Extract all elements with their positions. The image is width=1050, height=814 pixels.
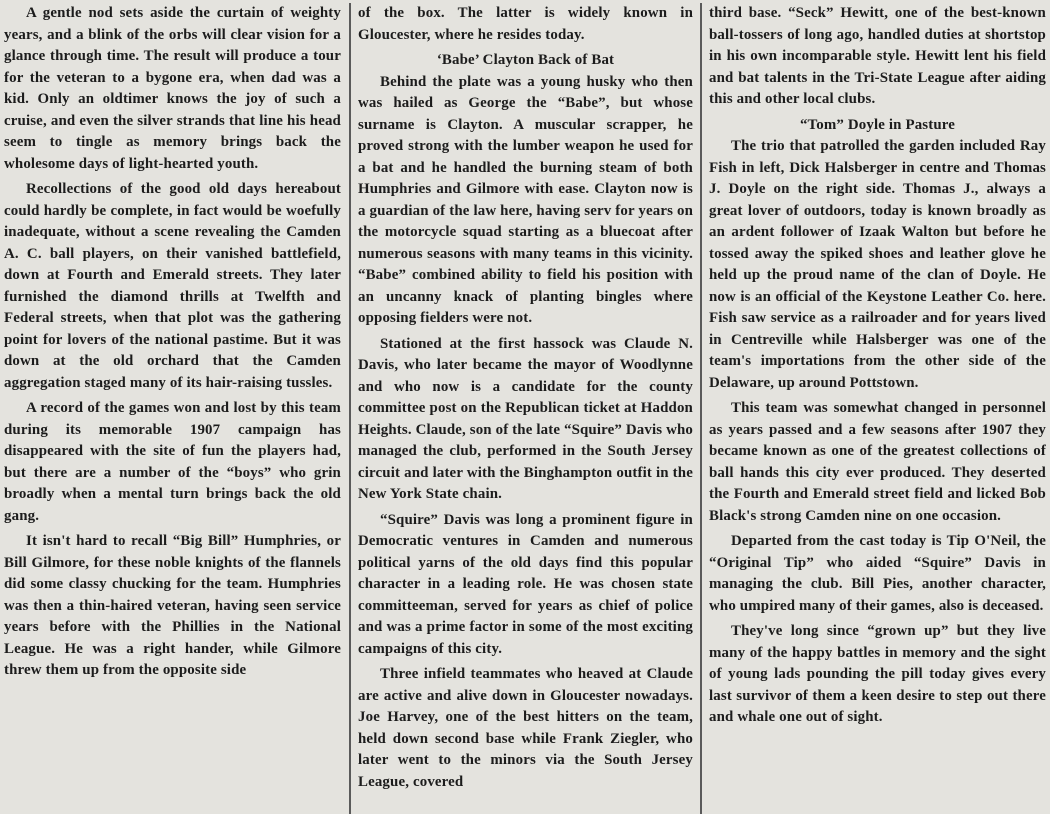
paragraph: Recollections of the good old days hereabout could hardly be complete, in fact would be woefully inadequate, without a scene revealing the Camden A. C. ball players, on their vanished battlefield, down at Fourth and Emerald streets. They later furnished the diamond thrills at Twelfth and Federal streets, when that plot was the gathering point for lovers of the national pastime. But it was down at the old orchard that the Camden aggregation staged many of its hair-raising tussles. bbox=[4, 181, 341, 391]
column-2 bbox=[351, 3, 702, 814]
paragraph: of the box. The latter is widely known in Gloucester, where he resides today. bbox=[358, 5, 693, 43]
column-3 bbox=[702, 3, 1050, 814]
paragraph: “Squire” Davis was long a prominent figure in Democratic ventures in Camden and numerous political yarns of the old days find this popular character in a leading role. He was chosen state committeeman, served for years as chief of police and was a prime factor in some of the most exciting campaigns of this city. bbox=[358, 511, 693, 657]
paragraph: A record of the games won and lost by this team during its memorable 1907 campaign has disappeared with the site of fun the players had, but there are a number of the “boys” who grin broadly when a mental turn brings back the old gang. bbox=[4, 400, 341, 524]
paragraph: Departed from the cast today is Tip O'Neil, the “Original Tip” who aided “Squire” Davis in managing the club. Bill Pies, another character, who umpired many of their games, also is deceased. bbox=[709, 533, 1046, 614]
paragraph: third base. “Seck” Hewitt, one of the best-known ball-tossers of long ago, handled duties at shortstop in his own incomparable style. Hewitt lent his field and bat talents in the Tri-State League after aiding this and other local clubs. bbox=[709, 5, 1046, 107]
column-1 bbox=[0, 3, 351, 814]
paragraph: Behind the plate was a young husky who then was hailed as George the “Babe”, but whose surname is Clayton. A muscular scrapper, he proved strong with the lumber weapon he used for a bat and he handled the burning steam of both Humphries and Gilmore with ease. Clayton now is a guardian of the law here, having serv for years on the motorcycle squad starting as a bluecoat after numerous seasons with many teams in this vicinity. “Babe” combined ability to field his position with an uncanny knack of planting bingles where opposing fielders were not. bbox=[358, 73, 693, 326]
paragraph: It isn't hard to recall “Big Bill” Humphries, or Bill Gilmore, for these noble knights of the flannels did some classy chucking for the team. Humphries was then a thin-haired veteran, having seen service years before with the Phillies in the National League. He was a right hander, while Gilmore threw them up from the opposite side bbox=[4, 533, 341, 678]
subheading: ‘Babe’ Clayton Back of Bat bbox=[436, 52, 615, 68]
paragraph: This team was somewhat changed in personnel as years passed and a few seasons after 1907 they became known as one of the greatest collections of ball hands this city ever produced. They deserted the Fourth and Emerald street field and licked Bob Black's strong Camden nine on one occasion. bbox=[709, 400, 1046, 524]
subheading: “Tom” Doyle in Pasture bbox=[799, 116, 956, 133]
paragraph: A gentle nod sets aside the curtain of weighty years, and a blink of the orbs will clear vision for a glance through time. The result will produce a tour for the veteran to a bygone era, when dad was a kid. Only an oldtimer knows the joy of such a cruise, and even the silver strands that line his head seem to tingle as memory brings back the wholesome days of light-hearted youth. bbox=[4, 5, 341, 172]
paragraph: They've long since “grown up” but they live many of the happy battles in memory and the sight of young lads pounding the pill today gives every last survivor of them a keen desire to step out there and whale one out of sight. bbox=[709, 623, 1046, 725]
paragraph: Stationed at the first hassock was Claude N. Davis, who later became the mayor of Woodlynne and who now is a candidate for the county committee post on the Republican ticket at Haddon Heights. Claude, son of the late “Squire” Davis who managed the club, performed in the South Jersey circuit and later with the Binghampton outfit in the New York State chain. bbox=[358, 335, 693, 502]
paragraph: Three infield teammates who heaved at Claude are active and alive down in Gloucester nowadays. Joe Harvey, one of the best hitters on the team, held down second base while Frank Ziegler, who later went to the minors via the South Jersey League, covered bbox=[358, 666, 693, 790]
paragraph: The trio that patrolled the garden included Ray Fish in left, Dick Halsberger in centre and Thomas J. Doyle on the right side. Thomas J., always a great lover of outdoors, today is known broadly as an ardent follower of Izaak Walton but before he tossed away the spiked shoes and leather glove he held up the proud name of the clan of Doyle. He now is an official of the Keystone Leather Co. here. Fish saw service as a railroader and for years lived in Centreville while Halsberger was one of the team's importations from the other side of the Delaware, up around Pottstown. bbox=[709, 138, 1046, 391]
